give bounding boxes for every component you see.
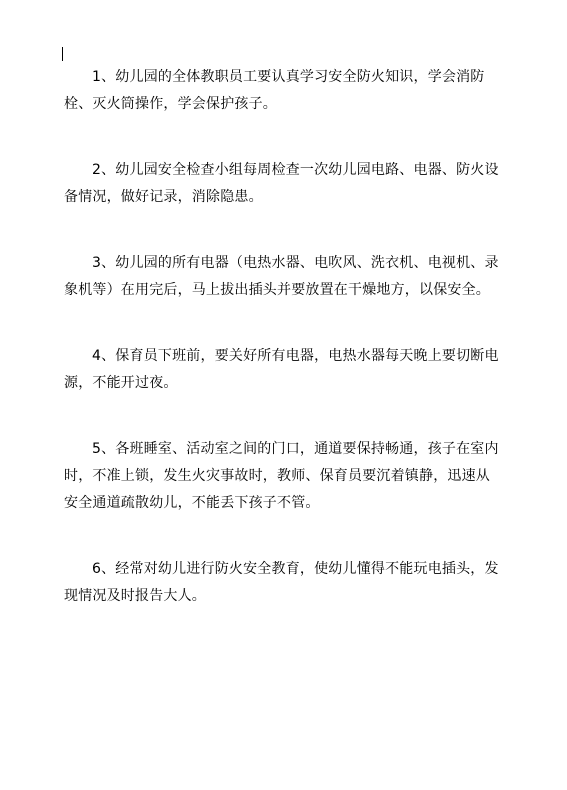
paragraph-1: 1、幼儿园的全体教职员工要认真学习安全防火知识，学会消防栓、灭火筒操作，学会保护孩子。 [64,69,485,112]
paragraph-6: 6、经常对幼儿进行防火安全教育，使幼儿懂得不能玩电插头，发现情况及时报告大人。 [64,561,499,604]
paragraph-2: 2、幼儿园安全检查小组每周检查一次幼儿园电路、电器、防火设备情况，做好记录，消除隐患。 [64,162,499,205]
paragraph-4: 4、保育员下班前，要关好所有电器，电热水器每天晚上要切断电源，不能开过夜。 [64,348,499,391]
paragraph-5: 5、各班睡室、活动室之间的门口，通道要保持畅通，孩子在室内时，不准上锁，发生火灾事故时，教师、保育员要沉着镇静，迅速从安全通道疏散幼儿，不能丢下孩子不管。 [64,441,499,511]
document-body [64,64,504,649]
text-cursor [62,47,63,61]
paragraph-3: 3、幼儿园的所有电器（电热水器、电吹风、洗衣机、电视机、录象机等）在用完后，马上拔出插头并要放置在干燥地方，以保安全。 [64,255,499,298]
